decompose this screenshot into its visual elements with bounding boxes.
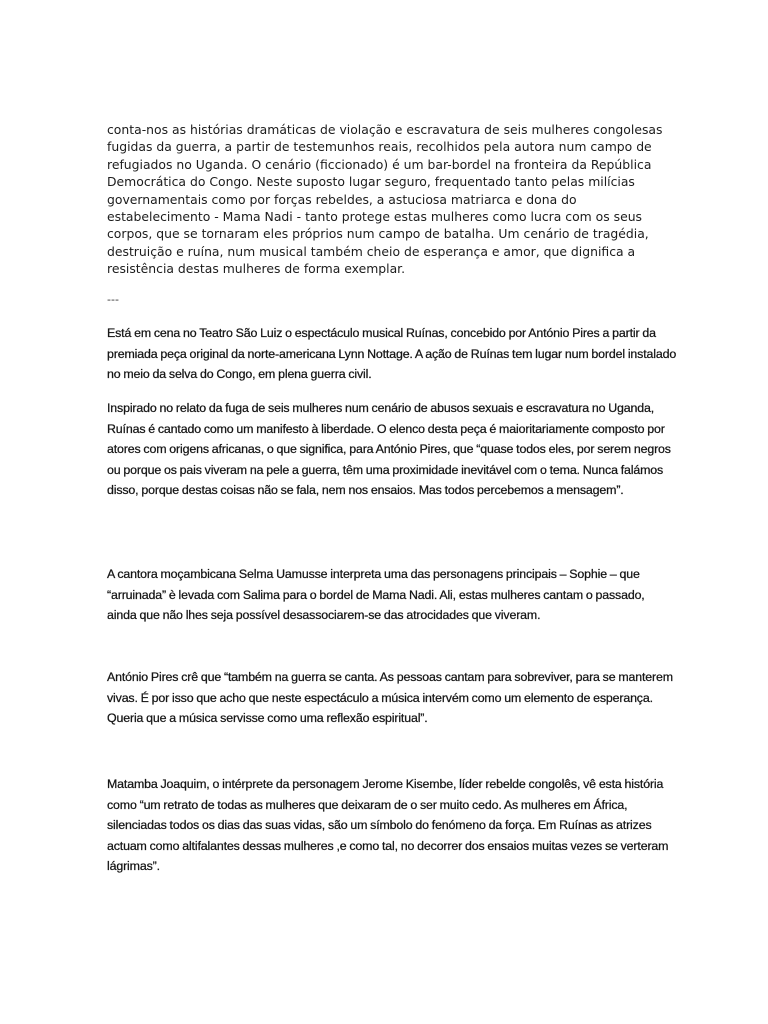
article-paragraph-1: Está em cena no Teatro São Luiz o espectáculo musical Ruínas, concebido por António Pires a partir da premiada peça original da norte-americana Lynn Nottage. A ação de Ruínas tem lugar num bordel instalado no meio da selva do Congo, em plena guerra civil. [107,326,677,382]
article-paragraph-2: Inspirado no relato da fuga de seis mulheres num cenário de abusos sexuais e escravatura no Uganda, Ruínas é cantado como um manifesto à liberdade. O elenco desta peça é maioritariamente composto por atores com origens africanas, o que significa, para António Pires, que “quase todos eles, por serem negros ou porque os pais viveram na pele a guerra, têm uma proximidade inevitável com o tema. Nunca falámos disso, porque destas coisas não se fala, nem nos ensaios. Mas todos percebemos a mensagem”. [107,401,671,498]
section-separator: --- [107,293,119,306]
intro-paragraph: conta-nos as histórias dramáticas de violação e escravatura de seis mulheres congolesas fugidas da guerra, a partir de testemunhos reais, recolhidos pela autora num campo de refugiados no Uganda. O cenário (ficcionado) é um bar-bordel na fronteira da República Democrática do Congo. Neste suposto lugar seguro, frequentado tanto pelas milícias governamentais como por forças rebeldes, a astuciosa matriarca e dona do estabelecimento - Mama Nadi - tanto protege estas mulheres como lucra com os seus corpos, que se tornaram eles próprios num campo de batalha. Um cenário de tragédia, destruição e ruína, num musical também cheio de esperança e amor, que dignifica a resistência destas mulheres de forma exemplar. [107,122,663,277]
article-paragraph-5: Matamba Joaquim, o intérprete da personagem Jerome Kisembe, líder rebelde congolês, vê esta história como “um retrato de todas as mulheres que deixaram de o ser muito cedo. As mulheres em África, silenciadas todos os dias das suas vidas, são um símbolo do fenómeno da força. Em Ruínas as atrizes actuam como altifalantes dessas mulheres ,e como tal, no decorrer dos ensaios muitas vezes se verteram lágrimas”. [107,777,669,874]
article-paragraph-3: A cantora moçambicana Selma Uamusse interpreta uma das personagens principais – Sophie – que “arruinada” è levada com Salima para o bordel de Mama Nadi. Ali, estas mulheres cantam o passado, ainda que não lhes seja possível desassociarem-se das atrocidades que viveram. [107,567,645,623]
article-paragraph-4: António Pires crê que “também na guerra se canta. As pessoas cantam para sobreviver, para se manterem vivas. É por isso que acho que neste espectáculo a música intervém como um elemento de esperança. Queria que a música servisse como uma reflexão espiritual”. [107,670,673,726]
